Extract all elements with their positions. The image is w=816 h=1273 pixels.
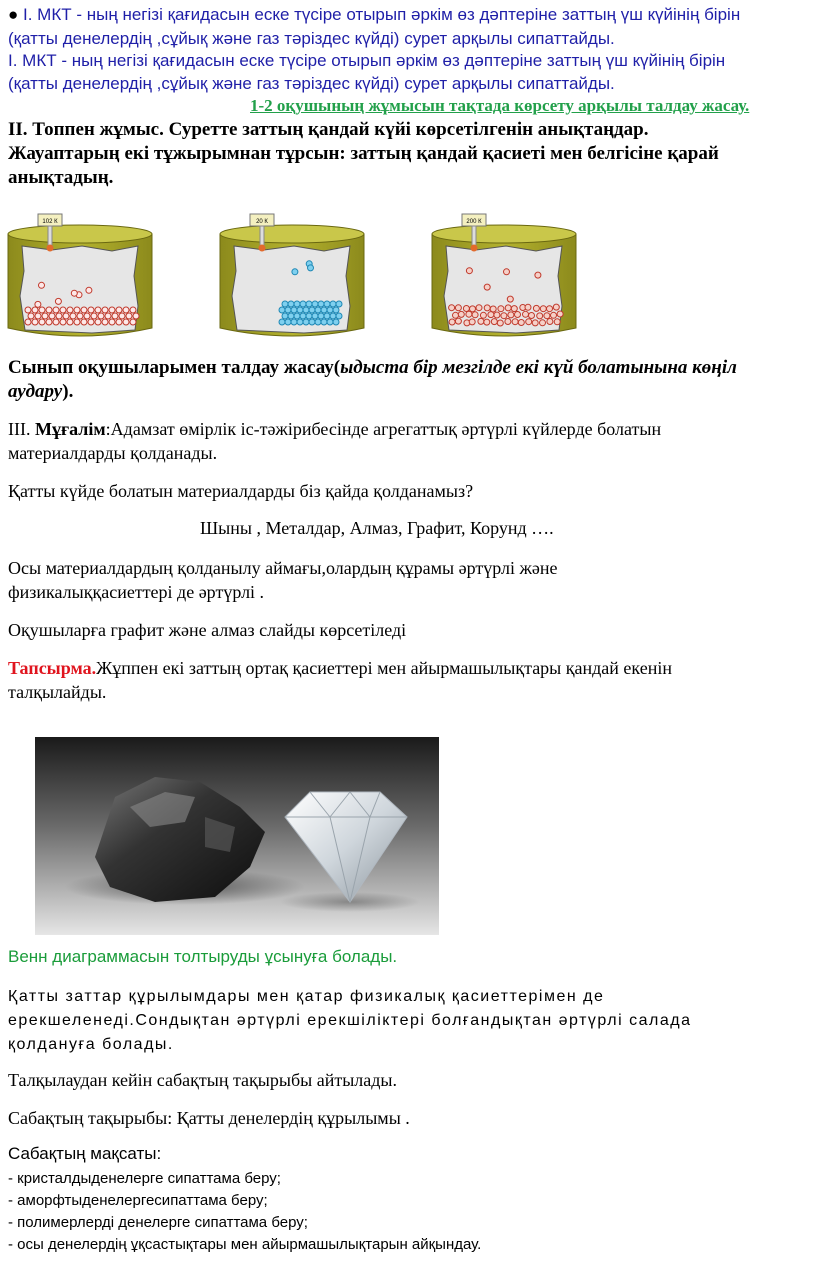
teacher-line-1	[8, 417, 661, 441]
temperature-label: 200 К	[466, 219, 482, 225]
question-text: Қатты күйде болатын материалдарды біз қайда қолданамыз?	[8, 481, 474, 501]
intro-text-1b: (қатты денелердің ,сұйық және газ тәріздес күйді) сурет арқылы сипаттайды.	[8, 29, 615, 48]
task-line-1	[8, 656, 672, 680]
container-1	[8, 214, 152, 336]
task-text-1: Жұппен екі заттың ортақ қасиеттері мен айырмашылықтары қандай екенін	[96, 658, 672, 678]
usage-text-1: Осы материалдардың қолданылу аймағы,олардың құрамы әртүрлі және	[8, 558, 558, 578]
venn-text: Венн диаграммасын толтыруды ұсынуға болады.	[8, 947, 398, 966]
states-of-matter-illustration	[0, 210, 816, 350]
intro-text-2b: (қатты денелердің ,сұйық және газ тәріздес күйді) сурет арқылы сипаттайды.	[8, 74, 615, 93]
task-label: Тапсырма.	[8, 658, 97, 678]
task-text-2: талқылайды.	[8, 682, 107, 702]
board-work-link[interactable]: 1-2 оқушының жұмысын тақтада көрсету арқылы талдау жасау.	[250, 96, 750, 115]
goal-item: - аморфтыденелергесипаттама беру;	[8, 1192, 268, 1209]
materials-list: Шыны , Металдар, Алмаз, Графит, Корунд ….	[200, 518, 554, 538]
intro-line-1	[8, 4, 808, 26]
goal-item: - кристалдыденелерге сипаттама беру;	[8, 1170, 281, 1187]
solids-text-1: Қатты заттар құрылымдары мен қатар физикалық қасиеттерімен де	[8, 988, 605, 1005]
analysis-end: ).	[62, 381, 74, 402]
container-3	[432, 214, 576, 336]
intro-text-1a: I. МКТ - ның негізі қағидасын еске түсіре отырып әркім өз дәптеріне заттың үш күйінің бірін	[23, 5, 741, 24]
analysis-italic: ыдыста бір мезгілде екі күй болатынына көңіл	[340, 357, 737, 378]
solids-text-3: қолдануға болады.	[8, 1036, 174, 1053]
graphite-diamond-image	[35, 737, 439, 935]
goals-title: Сабақтың мақсаты:	[8, 1144, 162, 1163]
intro-text-2a: І. МКТ - ның негізі қағидасын еске түсіре отырып әркім өз дәптеріне заттың үш күйінің бірін	[8, 51, 726, 70]
section2-title-2: Жауаптарың екі тұжырымнан тұрсын: заттың қандай қасиеті мен белгісіне қарай	[8, 143, 719, 164]
analysis-italic-2: аудару	[8, 381, 63, 402]
section2-title-3: анықтадың.	[8, 167, 114, 188]
analysis-line-1	[8, 356, 808, 380]
bullet-icon: ●	[8, 5, 19, 24]
slides-text: Оқушыларға графит және алмаз слайды көрсетіледі	[8, 620, 407, 640]
teacher-text-2: материалдарды қолданады.	[8, 443, 218, 463]
teacher-text-1: :Адамзат өмірлік іс-тәжірибесінде агрегаттық әртүрлі күйлерде болатын	[105, 419, 662, 439]
analysis-main: Сынып оқушыларымен талдау жасау(	[8, 357, 341, 378]
usage-text-2: физикалыққасиеттері де әртүрлі .	[8, 582, 265, 602]
goal-item: - осы денелердің ұқсастықтары мен айырмашылықтарын айқындау.	[8, 1236, 482, 1253]
analysis-line-2	[8, 380, 73, 404]
topic-text: Сабақтың тақырыбы: Қатты денелердің құрылымы .	[8, 1108, 410, 1128]
section2-title-1: ІІ. Топпен жұмыс. Суретте заттың қандай күйі көрсетілгенін анықтаңдар.	[8, 119, 649, 140]
after-text: Талқылаудан кейін сабақтың тақырыбы айтылады.	[8, 1070, 398, 1090]
solids-text-2: ерекшеленеді.Сондықтан әртүрлі ерекшіліктері болғандықтан әртүрлі салада	[8, 1012, 692, 1029]
temperature-label: 20 К	[256, 219, 268, 225]
teacher-label: Мұғалім	[34, 419, 106, 439]
goal-item: - полимерлерді денелерге сипаттама беру;	[8, 1214, 308, 1231]
teacher-number: ІІІ.	[8, 419, 35, 439]
temperature-label: 102 К	[42, 219, 58, 225]
container-2	[220, 214, 364, 336]
